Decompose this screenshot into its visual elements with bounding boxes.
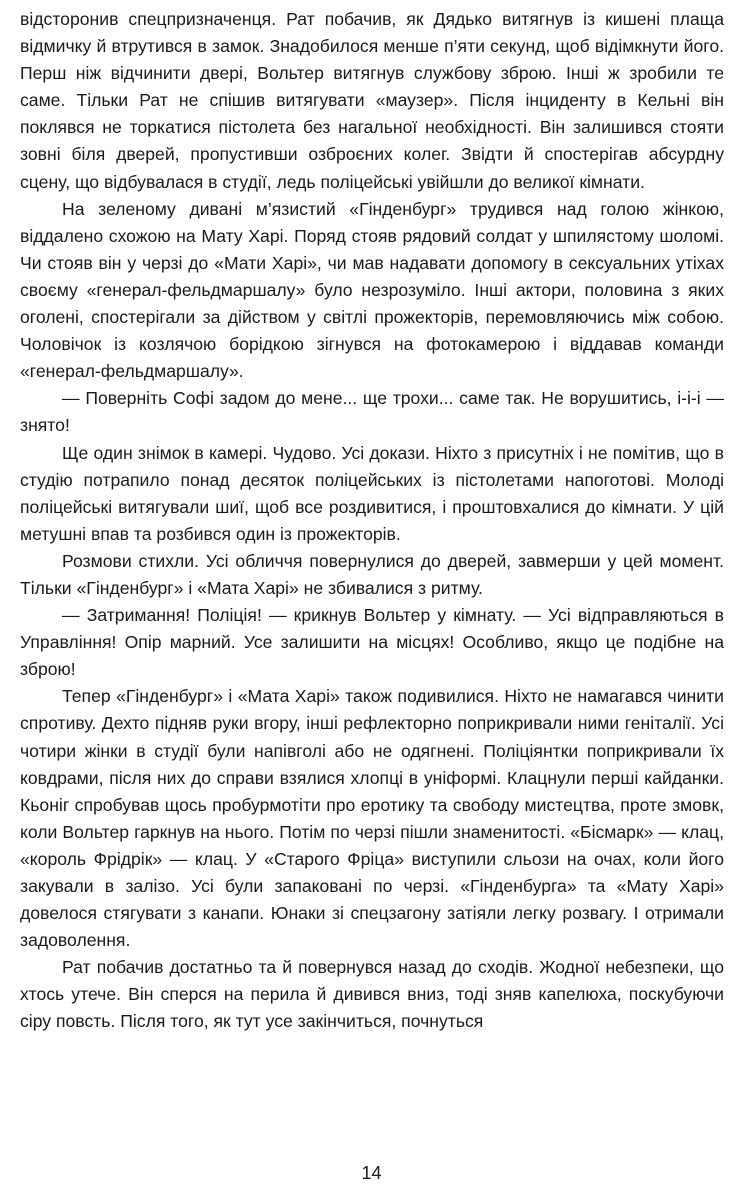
paragraph: Рат побачив достатньо та й повернувся назад до сходів. Жодної небезпеки, що хтось утече. Він сперся на перила й дивився вниз, тоді зняв капелюха, поскубуючи сіру повсть. Після того, як тут усе закінчиться, почнуться (20, 957, 724, 1032)
paragraph: Тепер «Гінденбург» і «Мата Харі» також подивилися. Ніхто не намагався чинити спротиву. Дехто підняв руки вгору, інші рефлекторно поприкривали ними геніталії. Усі чотири жінки в студії були напівголі або не одягнені. Поліціянтки поприкривали їх ковдрами, після них до справи взялися хлопці в уніформі. Клацнули перші кайданки. Кьоніг спробував щось пробурмотіти про еротику та свободу мистецтва, проте змовк, коли Вольтер гаркнув на нього. Потім по черзі пішли знаменитості. «Бісмарк» — клац, «король Фрідрік» — клац. У «Старого Фріца» виступили сльози на очах, коли його закували в залізо. Усі були запаковані по черзі. «Гінденбурга» та «Мату Харі» довелося стягувати з канапи. Юнаки зі спецзагону затіяли легку розвагу. І отримали задоволення. (20, 686, 724, 951)
paragraph: — Поверніть Софі задом до мене... ще трохи... саме так. Не ворушитись, і-і-і — знято! (20, 388, 724, 436)
page-text (20, 6, 724, 1166)
paragraph: На зеленому дивані м’язистий «Гінденбург» трудився над голою жінкою, віддалено схожою на Мату Харі. Поряд стояв рядовий солдат у шпилястому шоломі. Чи стояв він у черзі до «Мати Харі», чи мав надавати допомогу в сексуальних утіхах своєму «генерал-фельдмаршалу» було незрозуміло. Інші актори, половина з яких оголені, спостерігали за дійством у світлі прожекторів, перемовляючись між собою. Чоловічок із козлячою борідкою зігнувся на фотокамерою і віддавав команди «генерал-фельдмаршалу». (20, 198, 724, 382)
page-number: 14 (361, 1163, 382, 1183)
paragraph: — Затримання! Поліція! — крикнув Вольтер у кімнату. — Усі відправляються в Управління! Опір марний. Усе залишити на місцях! Особливо, якщо це подібне на зброю! (20, 605, 724, 680)
paragraph: Ще один знімок в камері. Чудово. Усі докази. Ніхто з присутніх і не помітив, що в студію потрапило понад десяток поліцейських із пістолетами напоготові. Молоді поліцейські витягували шиї, щоб все роздивитися, і проштовхалися до кімнати. У цій метушні впав та розбився один із прожекторів. (20, 442, 724, 544)
paragraph: відсторонив спецпризначенця. Рат побачив, як Дядько витягнув із кишені плаща відмичку й втрутився в замок. Знадобилося менше п’яти секунд, щоб відімкнути його. Перш ніж відчинити двері, Вольтер витягнув службову зброю. Інші ж зробили те саме. Тільки Рат не спішив витягувати «маузер». Після інциденту в Кельні він поклявся не торкатися пістолета без нагальної необхідності. Він залишився стояти зовні біля дверей, пропустивши озброєних колег. Звідти й спостерігав абсурдну сцену, що відбувалася в студії, ледь поліцейські увійшли до великої кімнати. (20, 9, 724, 192)
paragraph: Розмови стихли. Усі обличчя повернулися до дверей, завмерши у цей момент. Тільки «Гінденбург» і «Мата Харі» не збивалися з ритму. (20, 550, 724, 598)
